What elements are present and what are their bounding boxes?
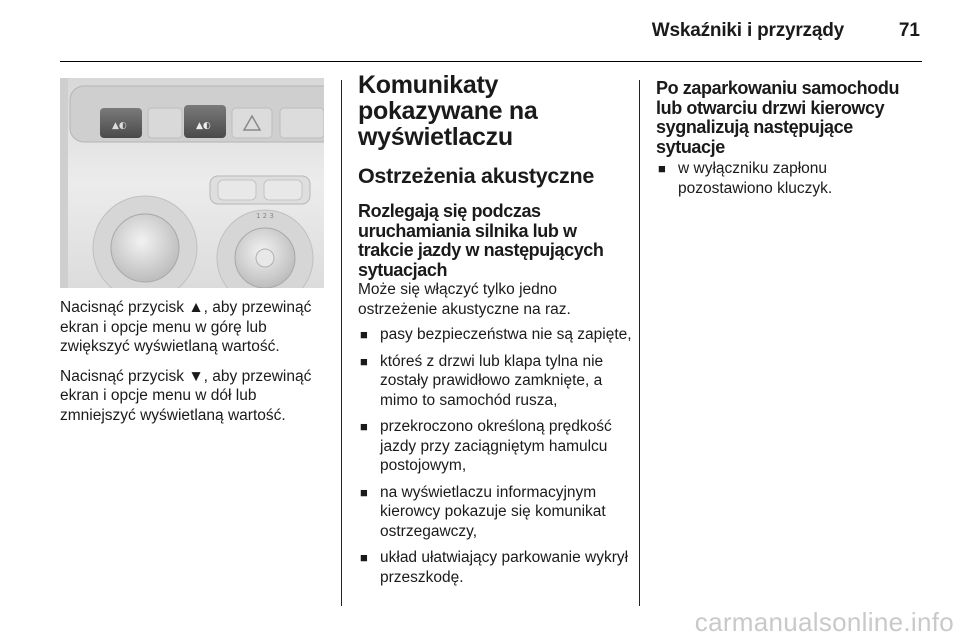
list-item: ■ w wyłączniku zapłonu pozostawiono kluczyk. xyxy=(658,160,833,197)
column-divider xyxy=(639,80,640,606)
heading-level-3: Rozlegają się podczas uruchamiania silnika lub w trakcie jazdy w następujących sytuacjach xyxy=(358,201,604,280)
list-item: ■ układ ułatwiający parkowanie wykrył przeszkodę. xyxy=(360,549,629,586)
section-title: Wskaźniki i przyrządy xyxy=(651,20,844,41)
dashboard-photo xyxy=(60,78,324,288)
svg-text:▲◐: ▲◐ xyxy=(196,121,211,131)
page-header xyxy=(60,0,922,62)
column-divider xyxy=(341,80,342,606)
bullet-icon: ■ xyxy=(360,419,368,434)
bullet-icon: ■ xyxy=(360,353,368,369)
paragraph: Nacisnąć przycisk ▼, aby przewinąć ekran i opcje menu w dół lub zmniejszyć wyświetlaną wartość. xyxy=(60,367,312,424)
page-number: 71 xyxy=(898,20,920,41)
column-1 xyxy=(60,298,332,435)
list-item: ■ pasy bezpieczeństwa nie są zapięte, xyxy=(360,326,632,343)
bullet-icon: ■ xyxy=(360,484,368,500)
svg-text:▲◐: ▲◐ xyxy=(112,121,127,131)
svg-text:1 2 3: 1 2 3 xyxy=(256,212,274,220)
list-item: ■ przekroczono określoną prędkość jazdy przy zaciągniętym hamulcu postojowym, xyxy=(360,418,612,474)
warning-list xyxy=(358,325,632,587)
heading-level-1: Komunikaty pokazywane na wyświetlaczu xyxy=(358,71,538,151)
column-2 xyxy=(358,72,632,594)
heading-level-2: Ostrzeżenia akustyczne xyxy=(358,164,594,188)
intro-paragraph: Może się włączyć tylko jedno ostrzeżenie akustyczne na raz. xyxy=(358,281,571,318)
bullet-icon: ■ xyxy=(360,550,368,565)
list-item: ■ któreś z drzwi lub klapa tylna nie zostały prawidłowo zamknięte, a mimo to samochód rusza, xyxy=(360,352,604,409)
paragraph: Nacisnąć przycisk ▲, aby przewinąć ekran i opcje menu w górę lub zwiększyć wyświetlaną wartość. xyxy=(60,299,312,355)
bullet-icon: ■ xyxy=(658,161,666,176)
heading-level-3: Po zaparkowaniu samochodu lub otwarciu drzwi kierowcy sygnalizują następujące sytuacje xyxy=(656,78,900,157)
bullet-icon: ■ xyxy=(360,327,368,342)
list-item: ■ na wyświetlaczu informacyjnym kierowcy pokazuje się komunikat ostrzegawczy, xyxy=(360,483,606,540)
watermark: carmanualsonline.info xyxy=(694,607,954,637)
parking-warning-list xyxy=(656,159,926,198)
column-3 xyxy=(656,79,926,205)
